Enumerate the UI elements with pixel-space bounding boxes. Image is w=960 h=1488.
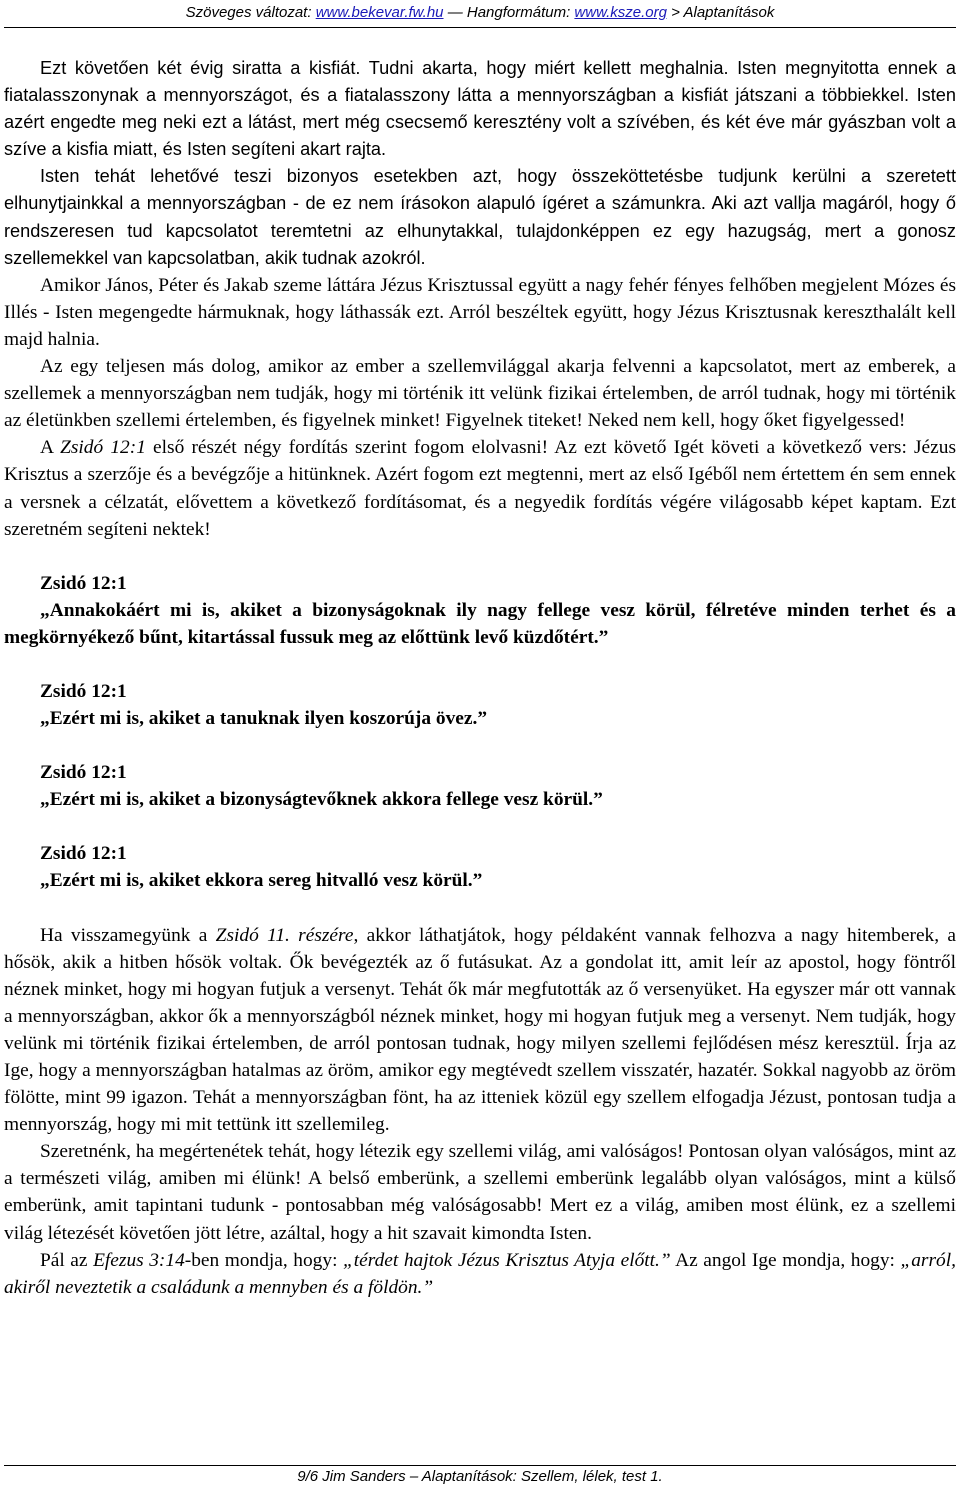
paragraph-8 <box>4 1247 956 1301</box>
verse-2-text: „Ezért mi is, akiket a tanuknak ilyen koszorúja övez.” <box>40 708 488 730</box>
paragraph-1-sans-b: Isten azért engedte meg neki ezt a látást, mert még csecsemő keresztény volt a szívében, és két éve már gyászban volt a szíve a kisfia miatt, és Isten segíteni akart rajta. <box>4 85 956 160</box>
paragraph-6-pre: Ha visszamegyünk a <box>40 924 216 946</box>
paragraph-3: Amikor János, Péter és Jakab szeme láttára Jézus Krisztussal együtt a nagy fehér fényes felhőben megjelent Mózes és Illés - Isten megengedte hármuknak, hogy láthassák ezt. Arról beszéltek együtt, hogy Jézus Krisztusnak kereszthalált kell majd halnia. <box>4 274 956 350</box>
verse-3-ref: Zsidó 12:1 <box>40 762 127 784</box>
verse-4-text: „Ezért mi is, akiket ekkora sereg hitvalló vesz körül.” <box>40 870 483 892</box>
page-header <box>0 3 960 23</box>
paragraph-6-post: , akkor láthatjátok, hogy példaként vannak felhozva a nagy hitemberek, a hősök, akik a hitben hősök voltak. Ők bevégezték az ő futásukat. Az a gondolat itt, amit leír az apostol, hogy föntről néznek minket, hogy mi hogyan futjuk a versenyt. Tehát ők már megfutották az ő versenyüket. Ha egyszer már ott vannak a mennyországban, akkor ők a mennyországból néznek minket, hogy mi hogyan futjuk meg a versenyt. Nem tudják, hogy velünk mi történik fizikai értelemben, de arról pontosan tudnak, hogy milyen szellemi fejlődésen mész keresztül. Írja az Ige, hogy a mennyországban hatalmas az öröm, amikor egy megtévedt szellem visszatér, hazatér. Sokkal nagyobb az öröm fölötte, mint 99 igazon. Tehát a mennyországban fönt, ha az itteniek közül egy szellem elfogadja Jézust, pontosan tudja a mennyország, hogy mi mit tettünk itt szellemileg. <box>4 924 956 1136</box>
verse-3-text: „Ezért mi is, akiket a bizonyságtevőknek akkora fellege vesz körül.” <box>40 789 603 811</box>
paragraph-6 <box>4 922 956 1139</box>
paragraph-8-mid-2: Az angol Ige mondja, hogy: <box>670 1249 901 1271</box>
footer-divider <box>4 1465 956 1466</box>
paragraph-8-quote-2: „arról, akiről neveztetik a családunk a mennyben és a földön.” <box>4 1249 956 1298</box>
spacer <box>4 651 956 678</box>
spacer <box>4 543 956 570</box>
verse-2-ref: Zsidó 12:1 <box>40 680 127 702</box>
ksze-link[interactable]: www.ksze.org <box>574 4 667 21</box>
bekevar-link[interactable]: www.bekevar.fw.hu <box>315 4 444 21</box>
verse-1-ref: Zsidó 12:1 <box>40 572 127 594</box>
paragraph-8-pre: Pál az <box>40 1249 94 1271</box>
paragraph-7: Szeretnénk, ha megértenétek tehát, hogy létezik egy szellemi világ, ami valóságos! Pontosan olyan valóságos, mint az a természeti világ, amiben mi élünk! A belső emberünk, a szellemi emberünk legalább olyan valóságos, mint a külső emberünk, amit tapintani tudunk - pontosabban még valóságosabb! Mert ez a világ, amiben most élünk, ez a szellemi világ létezését követően jött létre, azáltal, hogy a hit szavait kimondta Isten. <box>4 1141 956 1244</box>
paragraph-1-sans: Ezt követően két évig siratta a kisfiát. Tudni akarta, hogy miért kellett meghalnia. Isten megnyitotta ennek a fiatalasszonynak a mennyországot, és a fiatalasszony látta a mennyországban a kisfiát játszani a többiekkel. <box>4 58 956 106</box>
header-divider <box>4 27 956 28</box>
paragraph-5-pre: A <box>40 437 61 459</box>
page-footer: 9/6 Jim Sanders – Alaptanítások: Szellem, lélek, test 1. <box>297 1468 663 1485</box>
header-suffix: > Alaptanítások <box>666 4 775 21</box>
verse-4-ref: Zsidó 12:1 <box>40 843 127 865</box>
paragraph-2: Isten tehát lehetővé teszi bizonyos esetekben azt, hogy összeköttetésbe tudjunk kerülni a szeretett elhunytjainkkal a mennyországban - de ez nem írásokon alapuló ígéret a számunkra. Aki azt vallja magáról, hogy ő rendszeresen tud kapcsolatot teremtetni az elhunytakkal, tulajdonképpen ez egy hazugság, mert a gonosz szellemekkel van kapcsolatban, akik tudnak azokról. <box>4 166 956 268</box>
paragraph-5 <box>4 434 956 542</box>
paragraph-5-ref: Zsidó 12:1 <box>60 437 146 459</box>
paragraph-8-quote-1: „térdet hajtok Jézus Krisztus Atyja előtt.” <box>343 1249 671 1271</box>
document-body <box>4 55 956 1301</box>
paragraph-4: Az egy teljesen más dolog, amikor az ember a szellemvilággal akarja felvenni a kapcsolatot, mert az emberek, a szellemek a mennyországban nem tudják, hogy mi történik itt velünk fizikai értelemben, de arról tudnak, hogy mi történik az életünkben szellemi értelemben, és figyelnek minket! Figyelnek titeket! Neked nem kell, hogy őket figyelgessed! <box>4 356 956 432</box>
paragraph-1 <box>4 55 956 163</box>
paragraph-8-mid: -ben mondja, hogy: <box>184 1249 343 1271</box>
paragraph-5-post: első részét négy fordítás szerint fogom elolvasni! Az ezt követő Igét követi a következő vers: Jézus Krisztus a szerzője és a bevégzője a hitünknek. Azért fogom ezt megtenni, mert az első Igéből nem értettem én sem ennek a versnek a célzatát, elővettem a következő fordításomat, és a negyedik fordítás végére világosabb képet kaptam. Ezt szeretném segíteni nektek! <box>4 437 957 540</box>
header-mid: — Hangformátum: <box>443 4 575 21</box>
spacer <box>4 732 956 759</box>
header-prefix: Szöveges változat: <box>185 4 316 21</box>
paragraph-6-ref: Zsidó 11. részére <box>215 924 354 946</box>
spacer <box>4 895 956 922</box>
verse-1-text: „Annakokáért mi is, akiket a bizonyságoknak ily nagy fellege vesz körül, félretéve minden terhet és a megkörnyékező bűnt, kitartással fussuk meg az előttünk levő küzdőtért.” <box>4 599 956 648</box>
spacer <box>4 813 956 840</box>
paragraph-8-ref: Efezus 3:14 <box>93 1249 185 1271</box>
